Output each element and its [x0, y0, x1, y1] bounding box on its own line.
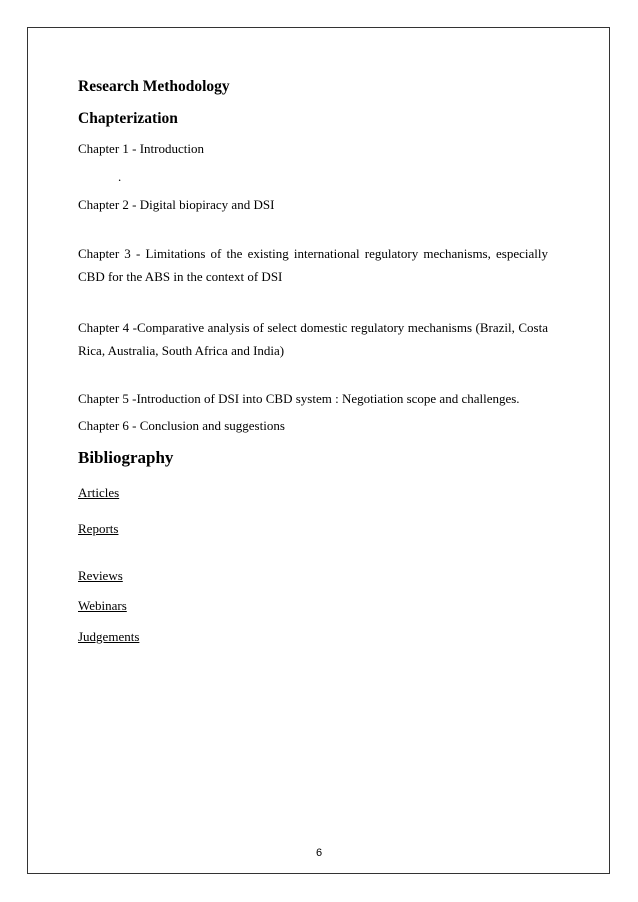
- heading-chapterization: Chapterization: [78, 110, 178, 127]
- chapter-2: Chapter 2 - Digital biopiracy and DSI: [78, 197, 275, 212]
- chapter-5: Chapter 5 -Introduction of DSI into CBD system : Negotiation scope and challenges.: [78, 391, 520, 406]
- chapter-1-dot: .: [118, 169, 122, 184]
- chapter-4: Chapter 4 -Comparative analysis of select domestic regulatory mechanisms (Brazil, Costa Rica, Australia, South Africa and India): [78, 320, 548, 358]
- bibliography-link-webinars[interactable]: Webinars: [78, 598, 127, 613]
- bibliography-link-reports[interactable]: Reports: [78, 521, 119, 536]
- chapter-1: Chapter 1 - Introduction: [78, 141, 204, 156]
- bibliography-link-articles[interactable]: Articles: [78, 485, 120, 500]
- heading-bibliography: Bibliography: [78, 448, 174, 467]
- bibliography-link-judgements[interactable]: Judgements: [78, 629, 140, 644]
- chapter-6: Chapter 6 - Conclusion and suggestions: [78, 418, 285, 433]
- bibliography-link-reviews[interactable]: Reviews: [78, 568, 123, 583]
- heading-research-methodology: Research Methodology: [78, 78, 230, 95]
- page-number: 6: [315, 847, 323, 859]
- chapter-3: Chapter 3 - Limitations of the existing international regulatory mechanisms, especially CBD for the ABS in the context of DSI: [78, 246, 548, 284]
